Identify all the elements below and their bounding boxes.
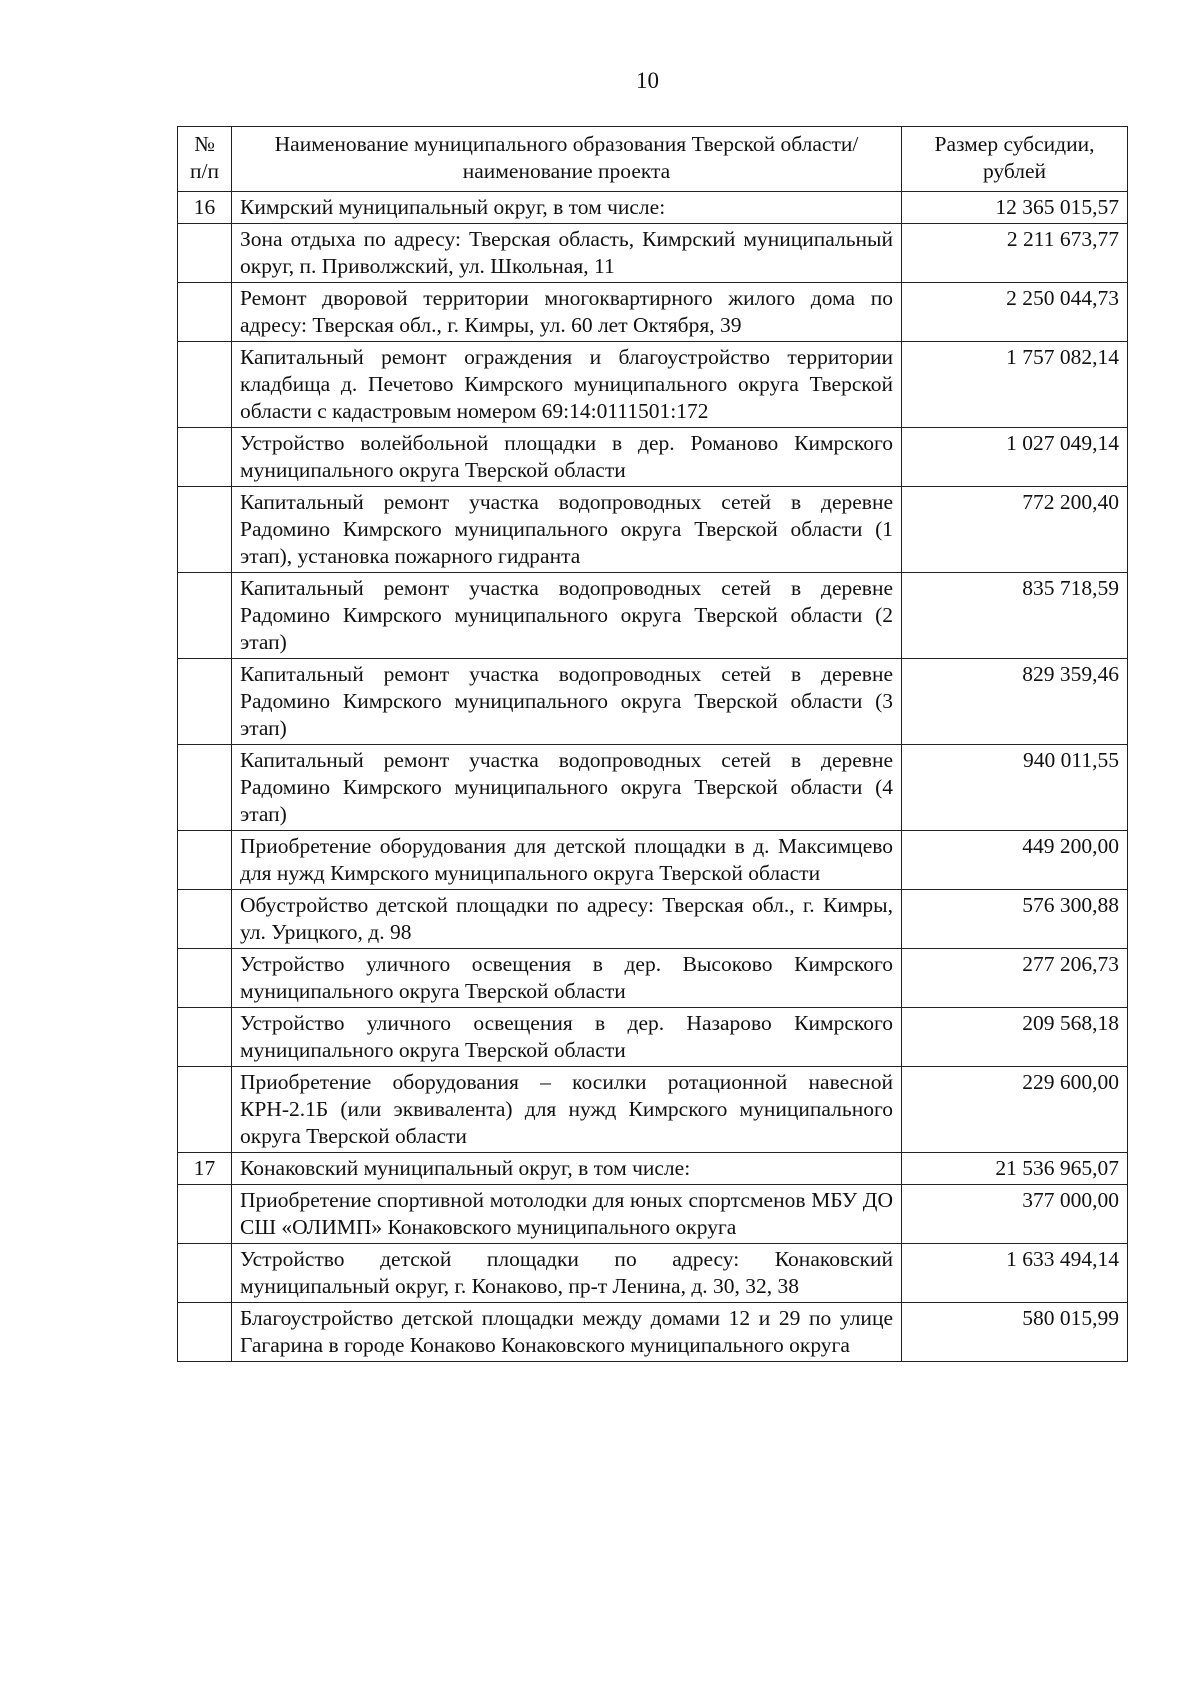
project-row bbox=[178, 1008, 1128, 1067]
header-amount: Размер субсидии, рублей bbox=[902, 127, 1128, 192]
project-name: Приобретение оборудования – косилки ротационной навесной КРН-2.1Б (или эквивалента) для нужд Кимрского муниципального округа Тверской области bbox=[232, 1067, 902, 1153]
row-number bbox=[178, 831, 232, 890]
project-row bbox=[178, 224, 1128, 283]
project-name: Устройство уличного освещения в дер. Высоково Кимрского муниципального округа Тверской области bbox=[232, 949, 902, 1008]
row-number bbox=[178, 224, 232, 283]
subsidy-amount: 940 011,55 bbox=[902, 745, 1128, 831]
project-row bbox=[178, 890, 1128, 949]
project-name: Устройство уличного освещения в дер. Назарово Кимрского муниципального округа Тверской области bbox=[232, 1008, 902, 1067]
project-row bbox=[178, 659, 1128, 745]
row-number: 17 bbox=[178, 1153, 232, 1185]
subsidy-amount: 229 600,00 bbox=[902, 1067, 1128, 1153]
row-number bbox=[178, 283, 232, 342]
project-row bbox=[178, 1303, 1128, 1362]
row-number bbox=[178, 487, 232, 573]
subsidy-amount: 835 718,59 bbox=[902, 573, 1128, 659]
project-name: Приобретение оборудования для детской площадки в д. Максимцево для нужд Кимрского муниципального округа Тверской области bbox=[232, 831, 902, 890]
subsidy-amount: 1 633 494,14 bbox=[902, 1244, 1128, 1303]
project-name: Устройство детской площадки по адресу: Конаковский муниципальный округ, г. Конаково, пр-т Ленина, д. 30, 32, 38 bbox=[232, 1244, 902, 1303]
project-name: Капитальный ремонт участка водопроводных сетей в деревне Радомино Кимрского муниципального округа Тверской области (1 этап), установка пожарного гидранта bbox=[232, 487, 902, 573]
row-number bbox=[178, 573, 232, 659]
subsidy-amount: 12 365 015,57 bbox=[902, 192, 1128, 224]
project-name: Приобретение спортивной мотолодки для юных спортсменов МБУ ДО СШ «ОЛИМП» Конаковского муниципального округа bbox=[232, 1185, 902, 1244]
row-number bbox=[178, 342, 232, 428]
project-name: Ремонт дворовой территории многоквартирного жилого дома по адресу: Тверская обл., г. Кимры, ул. 60 лет Октября, 39 bbox=[232, 283, 902, 342]
row-number bbox=[178, 890, 232, 949]
project-row bbox=[178, 573, 1128, 659]
project-row bbox=[178, 949, 1128, 1008]
table-body bbox=[178, 192, 1128, 1362]
project-row bbox=[178, 283, 1128, 342]
subsidy-amount: 377 000,00 bbox=[902, 1185, 1128, 1244]
row-number bbox=[178, 659, 232, 745]
subsidy-amount: 1 757 082,14 bbox=[902, 342, 1128, 428]
subsidy-amount: 21 536 965,07 bbox=[902, 1153, 1128, 1185]
project-row bbox=[178, 1244, 1128, 1303]
row-number: 16 bbox=[178, 192, 232, 224]
row-number bbox=[178, 1008, 232, 1067]
header-number: № п/п bbox=[178, 127, 232, 192]
row-number bbox=[178, 949, 232, 1008]
project-row bbox=[178, 745, 1128, 831]
row-number bbox=[178, 428, 232, 487]
subsidy-table bbox=[177, 126, 1128, 1362]
project-name: Благоустройство детской площадки между домами 12 и 29 по улице Гагарина в городе Конаково Конаковского муниципального округа bbox=[232, 1303, 902, 1362]
subsidy-amount: 829 359,46 bbox=[902, 659, 1128, 745]
district-name: Кимрский муниципальный округ, в том числе: bbox=[232, 192, 902, 224]
subsidy-amount: 580 015,99 bbox=[902, 1303, 1128, 1362]
project-name: Капитальный ремонт ограждения и благоустройство территории кладбища д. Печетово Кимрского муниципального округа Тверской области с кадастровым номером 69:14:0111501:172 bbox=[232, 342, 902, 428]
subsidy-amount: 772 200,40 bbox=[902, 487, 1128, 573]
header-name: Наименование муниципального образования Тверской области/наименование проекта bbox=[232, 127, 902, 192]
subsidy-amount: 576 300,88 bbox=[902, 890, 1128, 949]
district-row bbox=[178, 1153, 1128, 1185]
project-row bbox=[178, 1185, 1128, 1244]
project-row bbox=[178, 831, 1128, 890]
row-number bbox=[178, 1303, 232, 1362]
project-row bbox=[178, 342, 1128, 428]
subsidy-amount: 277 206,73 bbox=[902, 949, 1128, 1008]
district-row bbox=[178, 192, 1128, 224]
project-row bbox=[178, 487, 1128, 573]
table-header-row bbox=[178, 127, 1128, 192]
project-row bbox=[178, 428, 1128, 487]
subsidy-amount: 209 568,18 bbox=[902, 1008, 1128, 1067]
project-row bbox=[178, 1067, 1128, 1153]
row-number bbox=[178, 1067, 232, 1153]
district-name: Конаковский муниципальный округ, в том числе: bbox=[232, 1153, 902, 1185]
project-name: Устройство волейбольной площадки в дер. Романово Кимрского муниципального округа Тверской области bbox=[232, 428, 902, 487]
project-name: Капитальный ремонт участка водопроводных сетей в деревне Радомино Кимрского муниципального округа Тверской области (4 этап) bbox=[232, 745, 902, 831]
project-name: Капитальный ремонт участка водопроводных сетей в деревне Радомино Кимрского муниципального округа Тверской области (3 этап) bbox=[232, 659, 902, 745]
row-number bbox=[178, 745, 232, 831]
row-number bbox=[178, 1244, 232, 1303]
page-number: 10 bbox=[636, 68, 659, 93]
subsidy-amount: 2 211 673,77 bbox=[902, 224, 1128, 283]
project-name: Зона отдыха по адресу: Тверская область, Кимрский муниципальный округ, п. Приволжский, ул. Школьная, 11 bbox=[232, 224, 902, 283]
project-name: Капитальный ремонт участка водопроводных сетей в деревне Радомино Кимрского муниципального округа Тверской области (2 этап) bbox=[232, 573, 902, 659]
row-number bbox=[178, 1185, 232, 1244]
project-name: Обустройство детской площадки по адресу: Тверская обл., г. Кимры, ул. Урицкого, д. 98 bbox=[232, 890, 902, 949]
subsidy-amount: 449 200,00 bbox=[902, 831, 1128, 890]
subsidy-amount: 1 027 049,14 bbox=[902, 428, 1128, 487]
subsidy-amount: 2 250 044,73 bbox=[902, 283, 1128, 342]
